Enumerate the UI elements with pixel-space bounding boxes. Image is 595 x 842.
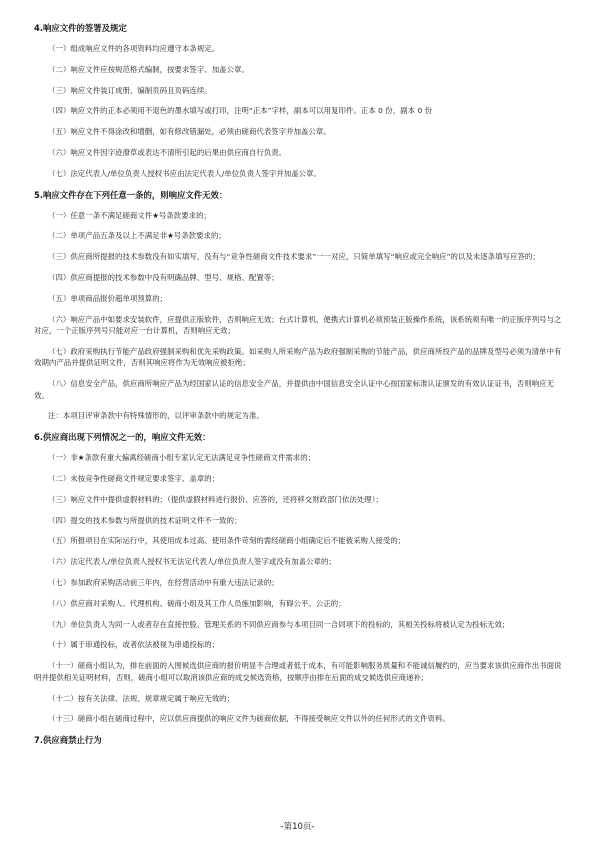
section-6-item-11: （十一）磋商小组认为，排在前面的入围候选供应商的报价明显不合理或者低于成本，有可能影响服务质量和不能诚信履约的，应当要求该供应商作出书面说明并提供相关证明材料，否则，磋商小组可以取消该供应商的成交候选资格，按顺序由排在后面的成交候选供应商递补；	[34, 661, 562, 682]
page-number: -第10页-	[280, 822, 315, 832]
document-body	[34, 22, 562, 755]
section-5-item-8: （八）信息安全产品，供应商所响应产品为经国家认证的信息安全产品，并提供由中国信息安全认证中心按国家标准认证颁发的有效认证证书，否则响应无效。	[34, 379, 555, 400]
section-5-item-1: （一）任意一条不满足磋商文件★号条款要求的；	[48, 210, 211, 220]
section-6-item-2: （二）未按竞争性磋商文件规定要求签字、盖章的；	[48, 474, 220, 484]
section-6-title: 6.供应商出现下列情况之一的，响应文件无效：	[34, 432, 211, 443]
section-5-item-3: （三）供应商所提报的技术参数没有如实填写，没有与“竞争性磋商文件技术要求”一一对应，只简单填写“响应或完全响应”的以及未逐条填写应答的；	[48, 252, 540, 262]
section-4-item-5: （五）响应文件不得涂改和增删，如有修改错漏处，必须由磋商代表签字并加盖公章。	[48, 127, 331, 137]
section-4-item-1: （一）组成响应文件的各项资料均应遵守本条规定。	[48, 44, 220, 53]
section-5-item-5: （五）单项商品报价超单项预算的；	[48, 293, 168, 303]
section-6-item-12: （十二）按有关法律、法规、规章规定属于响应无效的；	[48, 693, 235, 703]
section-6-item-5: （五）所报项目在实际运行中，其使用成本过高、使用条件苛刻的需经磋商小组确定后不能被采购人接受的；	[48, 536, 406, 546]
section-5-note: 注：本项目评审条款中有特殊情形的，以评审条款中的规定为准。	[48, 411, 264, 421]
section-5-title: 5.响应文件存在下列任意一条的，则响应文件无效：	[34, 189, 228, 200]
section-6-item-7: （七）参加政府采购活动前三年内，在经营活动中有重大违法记录的；	[48, 578, 279, 588]
section-6-item-8: （八）供应商对采购人、代理机构、磋商小组及其工作人员施加影响，有碍公平、公正的；	[48, 598, 346, 608]
section-4-item-4: （四）响应文件的正本必须用不退色的墨水填写或打印，注明“正本”字样，副本可以用复印件。正本 0 份，副本 0 份	[48, 106, 433, 116]
section-6-item-13: （十三）磋商小组在磋商过程中，应以供应商提供的响应文件为磋商依据，不得接受响应文件以外的任何形式的文件资料。	[48, 714, 450, 724]
section-6-item-6: （六）法定代表人/单位负责人授权书无法定代表人/单位负责人签字或没有加盖公章的；	[48, 557, 336, 567]
section-7-title: 7.供应商禁止行为	[34, 735, 102, 746]
section-6-item-10: （十）属于串通投标，或者依法被视为串通投标的；	[48, 640, 220, 650]
section-5-item-4: （四）供应商提报的技术参数中没有明确品牌、型号、规格、配置等；	[48, 272, 279, 282]
section-6-item-1: （一）非★条款有重大偏离经磋商小组专家认定无法满足竞争性磋商文件需求的；	[48, 453, 316, 463]
section-4-title: 4.响应文件的签署及规定	[34, 23, 127, 33]
section-4-item-7: （七）法定代表人/单位负责人授权书应由法定代表人/单位负责人签字并加盖公章。	[48, 168, 321, 178]
section-5-item-7: （七）政府采购执行节能产品政府强制采购和优先采购政策。如采购人所采购产品为政府强制采购的节能产品，供应商所投产品的品牌及型号必须为清单中有效期内产品并提供证明文件，否则其响应将作为无效响应被拒绝；	[34, 346, 562, 368]
section-6-item-4: （四）提交的技术参数与所提供的技术证明文件不一致的；	[48, 515, 242, 525]
section-4-item-6: （六）响应文件因字迹潦草或表达不清所引起的后果由供应商自行负责。	[48, 147, 287, 157]
section-6-item-9: （九）单位负责人为同一人或者存在直接控股、管理关系的不同供应商参与本项目同一合同项下的投标的，其相关投标将被认定为投标无效；	[48, 619, 510, 629]
section-5-item-2: （二）单项产品五条及以上不满足非★号条款要求的；	[48, 231, 226, 241]
section-6-item-3: （三）响应文件中提供虚假材料的；（提供虚假材料进行报价、应答的，还将移交财政部门依法处理）；	[48, 494, 383, 504]
section-5-item-6: （六）响应产品中如要求安装软件，应提供正版软件，否则响应无效；台式计算机、便携式计算机必须预装正版操作系统，该系统须有唯一的正版序列号与之对应，一个正版序列号只能对应一台计算机，否则响应无效；	[34, 314, 562, 336]
section-4-item-3: （三）响应文件装订成册、编制页码且页码连续。	[48, 85, 212, 95]
section-4-item-2: （二）响应文件应按规范格式编制，按要求签字、加盖公章。	[48, 64, 249, 74]
